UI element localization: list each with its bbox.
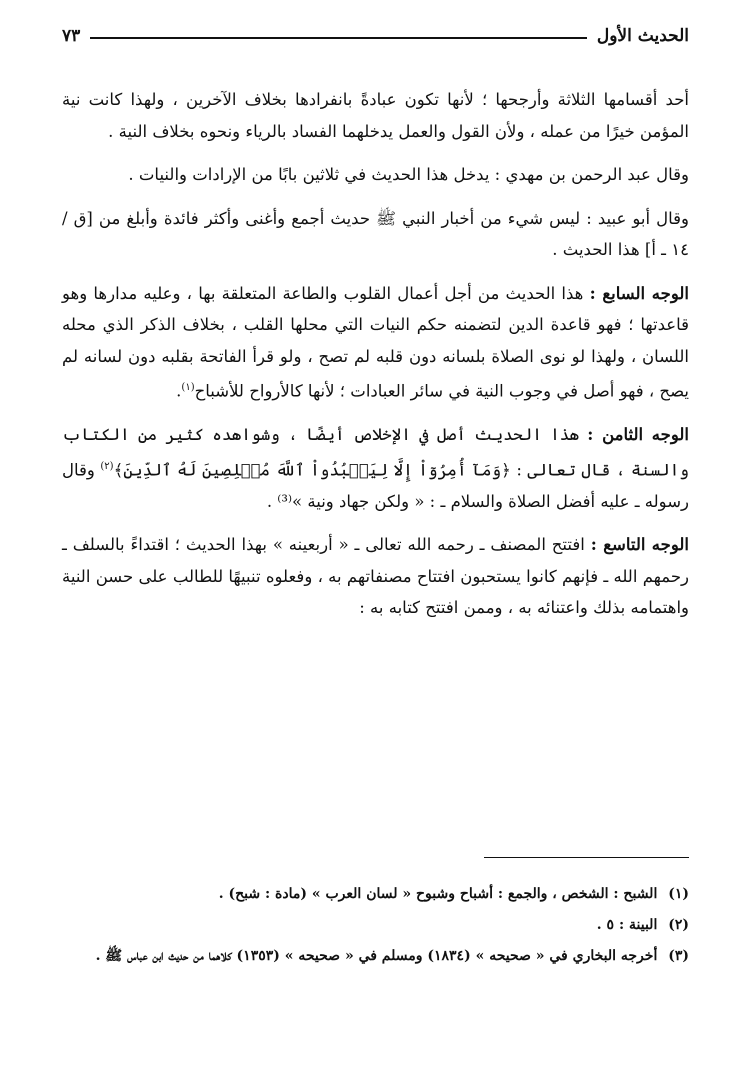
footnote-text: أخرجه البخاري في « صحيحه » (١٨٣٤) ومسلم في « صحيحه » (١٣٥٣) كلاهما من حديث ابن عباس ﷺ . bbox=[95, 948, 658, 964]
footnote-3 bbox=[62, 942, 689, 970]
footnote-number: (١) bbox=[668, 886, 689, 902]
footnote-text: البينة : ٥ . bbox=[596, 917, 658, 933]
footnote-number: (٢) bbox=[668, 917, 689, 933]
section-lead: الوجه الثامن : bbox=[587, 425, 689, 444]
paragraph-eighth-aspect bbox=[62, 419, 689, 517]
paragraph-2 bbox=[62, 159, 689, 191]
footnote-2 bbox=[62, 911, 689, 939]
paragraph-text: افتتح المصنف ـ رحمه الله تعالى ـ « أربعينه » بهذا الحديث ؛ اقتداءً بالسلف ـ رحمهم الله ـ فإنهم كانوا يستحبون افتتاح مصنفاتهم به ، وفعلوه تنبيهًا للطالب على حسن النية واهتمامه بذلك واعتنائه به ، وممن افتتح كتابه به : bbox=[62, 535, 689, 617]
footnote-marker: (٢) bbox=[100, 460, 114, 472]
footnote-divider bbox=[484, 857, 689, 858]
paragraph-tail: . bbox=[176, 381, 182, 401]
paragraph-3 bbox=[62, 203, 689, 266]
page-number: ٧٣ bbox=[62, 26, 81, 46]
paragraph-text: هذا الحديث من أجل أعمال القلوب والطاعة المتعلقة بها ، وعليه مدارها وهو قاعدتها ؛ فهو قاعدة الدين لتضمنه حكم النيات التي محلها القلب ، بخلاف الذكر الذي محله اللسان ، ولهذا لو نوى الصلاة بلسانه دون قلبه لم تصح ، ولو قرأ الفاتحة بقلبه دون لسانه لم يصح ، فهو أصل في وجوب النية في سائر العبادات ؛ لأنها كالأرواح للأشباح bbox=[62, 283, 689, 401]
paragraph-tail: وقال رسوله ـ عليه أفضل الصلاة والسلام ـ : « ولكن جهاد ونية »⁽³⁾ . bbox=[62, 460, 689, 511]
paragraph-text: وقال أبو عبيد : ليس شيء من أخبار النبي ﷺ حديث أجمع وأغنى وأكثر فائدة وأبلغ من [ق / ١٤ ـ أ] هذا الحديث . bbox=[62, 208, 689, 259]
running-header bbox=[62, 26, 689, 46]
paragraph-text: أحد أقسامها الثلاثة وأرجحها ؛ لأنها تكون عبادةً بانفرادها بخلاف الآخرين ، ولهذا كانت نية المؤمن خيرًا من عمله ، ولأن القول والعمل يدخلهما الفساد بالرياء ونحوه بخلاف النية . bbox=[62, 90, 689, 141]
footnote-number: (٣) bbox=[668, 948, 689, 964]
paragraph-text: وقال عبد الرحمن بن مهدي : يدخل هذا الحديث في ثلاثين بابًا من الإرادات والنيات . bbox=[128, 165, 689, 184]
paragraph-text: هذا الحديث أصل في الإخلاص أيضًا ، وشواهده كثير من الكتاب والسنة ، قال تعالى : ﴿وَمَآ أُمِرُوٓاْ إِلَّا لِيَعۡبُدُواْ ٱللَّهَ مُخۡلِصِينَ لَهُ ٱلدِّينَ﴾ bbox=[62, 425, 689, 479]
footnotes bbox=[62, 880, 689, 973]
paragraph-1 bbox=[62, 84, 689, 147]
main-text bbox=[62, 84, 689, 636]
paragraph-seventh-aspect bbox=[62, 278, 689, 408]
paragraph-ninth-aspect bbox=[62, 529, 689, 624]
footnote-1 bbox=[62, 880, 689, 908]
footnote-marker: (١) bbox=[181, 382, 195, 393]
footnote-text: الشبح : الشخص ، والجمع : أشباح وشبوح « لسان العرب » (مادة : شبح) . bbox=[218, 886, 658, 902]
section-lead: الوجه التاسع : bbox=[590, 535, 689, 554]
header-title: الحديث الأول bbox=[596, 26, 689, 46]
header-rule bbox=[90, 37, 587, 39]
section-lead: الوجه السابع : bbox=[589, 283, 689, 303]
